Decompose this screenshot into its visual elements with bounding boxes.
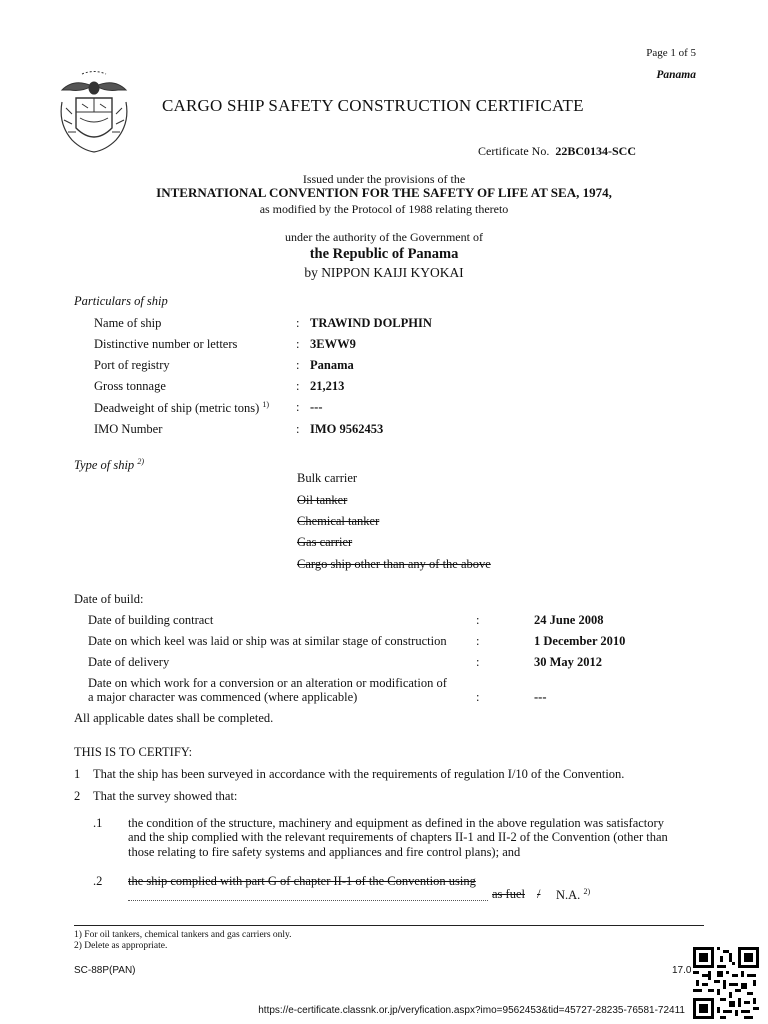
colon: : (476, 613, 480, 627)
building-contract-date: 24 June 2008 (534, 613, 604, 627)
verification-url[interactable]: https://e-certificate.classnk.or.jp/veryfication.aspx?imo=9562453&tid=45727-28235-76581-72411 (258, 1005, 685, 1016)
conversion-date: --- (534, 690, 547, 704)
certify-item-1: That the ship has been surveyed in accordance with the requirements of regulation I/10 of the Convention. (93, 767, 625, 781)
certify-heading: THIS IS TO CERTIFY: (74, 745, 193, 759)
colon: : (296, 400, 300, 414)
build-date-label: Date on which work for a conversion or an alteration or modification of (88, 676, 447, 690)
certificate-number-label: Certificate No. (478, 144, 550, 158)
ship-type-option: Bulk carrier (297, 471, 358, 485)
port-of-registry: Panama (310, 358, 354, 372)
convention-title: INTERNATIONAL CONVENTION FOR THE SAFETY OF LIFE AT SEA, 1974, (156, 185, 612, 200)
build-date-label: Date of delivery (88, 655, 170, 669)
ship-name: TRAWIND DOLPHIN (310, 316, 432, 330)
particular-label: Gross tonnage (94, 379, 166, 393)
sub-item-number: .2 (93, 874, 103, 888)
ship-type-heading: Type of ship $^{2)}$ (74, 457, 144, 473)
imo-number: IMO 9562453 (310, 422, 384, 436)
ship-type-option-struck: Oil tanker (297, 493, 348, 507)
not-applicable: N.A. $^{2)}$ (556, 887, 591, 903)
page-number: Page 1 of 5 (646, 47, 696, 59)
ship-type-option-struck: Gas carrier (297, 535, 353, 549)
colon: : (296, 422, 300, 436)
call-sign: 3EWW9 (310, 337, 356, 351)
certificate-title: CARGO SHIP SAFETY CONSTRUCTION CERTIFICATE (162, 96, 584, 115)
sub-item-number: .1 (93, 816, 103, 830)
dates-note: All applicable dates shall be completed. (74, 711, 274, 725)
delivery-date: 30 May 2012 (534, 655, 603, 669)
item-number: 2 (74, 789, 81, 803)
issuing-society: by NIPPON KAIJI KYOKAI (304, 265, 464, 280)
footnote-ref: 1) (262, 400, 270, 409)
build-date-label: Date on which keel was laid or ship was at similar stage of construction (88, 634, 447, 648)
gross-tonnage: 21,213 (310, 379, 345, 393)
particular-label: Deadweight of ship (metric tons) $^{1)}$ (94, 400, 270, 416)
authority-text: under the authority of the Government of (285, 230, 483, 244)
colon: : (296, 379, 300, 393)
footnote-2: 2) Delete as appropriate. (74, 941, 168, 951)
particular-label: Port of registry (94, 358, 170, 372)
certificate-number-value: 22BC0134-SCC (555, 144, 636, 158)
colon: : (476, 690, 480, 704)
flag-state: Panama (656, 69, 696, 81)
particular-label: Distinctive number or letters (94, 337, 238, 351)
item-number: 1 (74, 767, 81, 781)
sub-item-2-struck: the ship complied with part G of chapter II-1 of the Convention using (128, 874, 476, 888)
issued-under-text: Issued under the provisions of the (302, 172, 466, 186)
particulars-heading: Particulars of ship (74, 294, 168, 308)
keel-laid-date: 1 December 2010 (534, 634, 626, 648)
particular-label: Name of ship (94, 316, 162, 330)
footnote-1: 1) For oil tankers, chemical tankers and gas carriers only. (74, 930, 292, 940)
fuel-text-struck: as fuel (492, 887, 525, 901)
ship-type-option-struck: Chemical tanker (297, 514, 380, 528)
particular-label: IMO Number (94, 422, 163, 436)
build-date-label: Date of building contract (88, 613, 214, 627)
colon: : (296, 316, 300, 330)
coat-of-arms-emblem (52, 68, 136, 156)
sub-item-1-line: and the ship complied with the relevant requirements of chapters II-1 and II-2 of the Convention (other than (128, 830, 668, 844)
form-code: SC-88P(PAN) (74, 965, 136, 976)
certificate-number (478, 144, 636, 159)
certify-item-2: That the survey showed that: (93, 789, 238, 803)
colon: : (476, 655, 480, 669)
deadweight: --- (310, 400, 323, 414)
form-revision: 17.0 (672, 965, 691, 976)
sub-item-1-line: the condition of the structure, machinery and equipment as defined in the above regulation was satisfactory (128, 816, 664, 830)
colon: : (296, 358, 300, 372)
colon: : (476, 634, 480, 648)
government-name: the Republic of Panama (309, 246, 459, 262)
footnote-divider (74, 925, 704, 926)
ship-type-option-struck: Cargo ship other than any of the above (297, 557, 491, 571)
colon: : (296, 337, 300, 351)
verification-qr-code[interactable] (693, 947, 759, 1019)
footnote-ref: 2) (137, 457, 144, 466)
fuel-separator: / (537, 887, 541, 901)
fuel-blank-line (128, 900, 488, 901)
date-of-build-heading: Date of build: (74, 592, 144, 606)
footnote-ref: 2) (583, 887, 591, 896)
build-date-label-continued: a major character was commenced (where applicable) (88, 690, 358, 704)
protocol-text: as modified by the Protocol of 1988 relating thereto (259, 202, 509, 216)
sub-item-1-line: those relating to fire safety systems and appliances and fire control plans); and (128, 845, 521, 859)
